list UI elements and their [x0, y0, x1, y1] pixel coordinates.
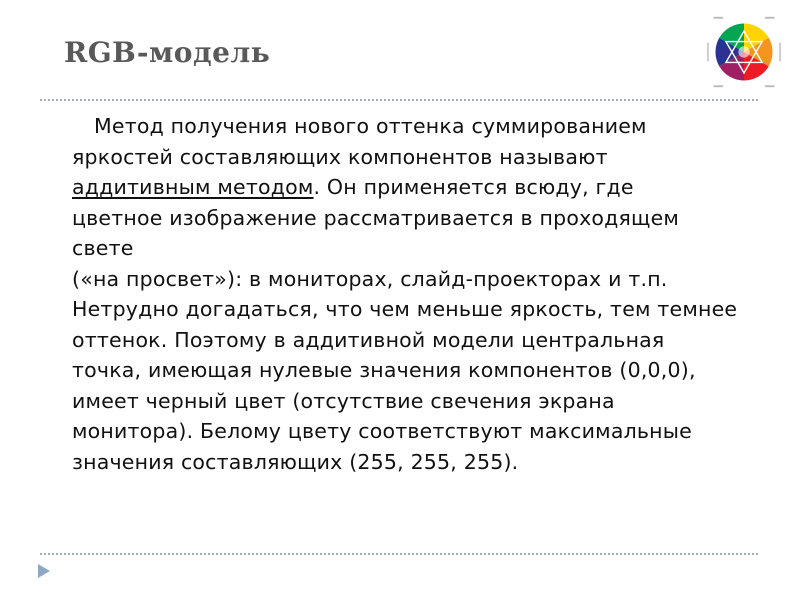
body-line: Метод получения нового оттенка суммированием	[94, 114, 647, 138]
body-line: яркостей составляющих компонентов называют	[72, 144, 608, 169]
body-line: свете	[72, 236, 134, 260]
body-line: имеет черный цвет (отсутствие свечения экрана	[72, 388, 615, 413]
bottom-divider	[40, 553, 758, 555]
term-additive-method: аддитивным методом	[72, 175, 314, 199]
triangle-arrow-icon[interactable]	[38, 564, 50, 578]
body-line: («на просвет»): в мониторах, слайд-проекторах и т.п.	[72, 266, 668, 291]
slide-body	[72, 111, 772, 477]
body-line: монитора). Белому цвету соответствуют максимальные	[72, 419, 692, 443]
top-divider	[40, 99, 758, 101]
body-line: цветное изображение рассматривается в проходящем	[72, 205, 680, 230]
body-line: точка, имеющая нулевые значения компонентов (0,0,0),	[72, 358, 696, 382]
slide-title: RGB-модель	[64, 36, 271, 69]
body-line: оттенок. Поэтому в аддитивной модели центральная	[72, 327, 665, 352]
body-line	[72, 172, 772, 203]
body-line: Нетрудно догадаться, что чем меньше яркость, тем темнее	[72, 297, 738, 321]
body-line: значения составляющих (255, 255, 255).	[72, 449, 519, 474]
body-line-rest: . Он применяется всюду, где	[313, 175, 634, 199]
color-wheel-icon	[706, 14, 782, 90]
